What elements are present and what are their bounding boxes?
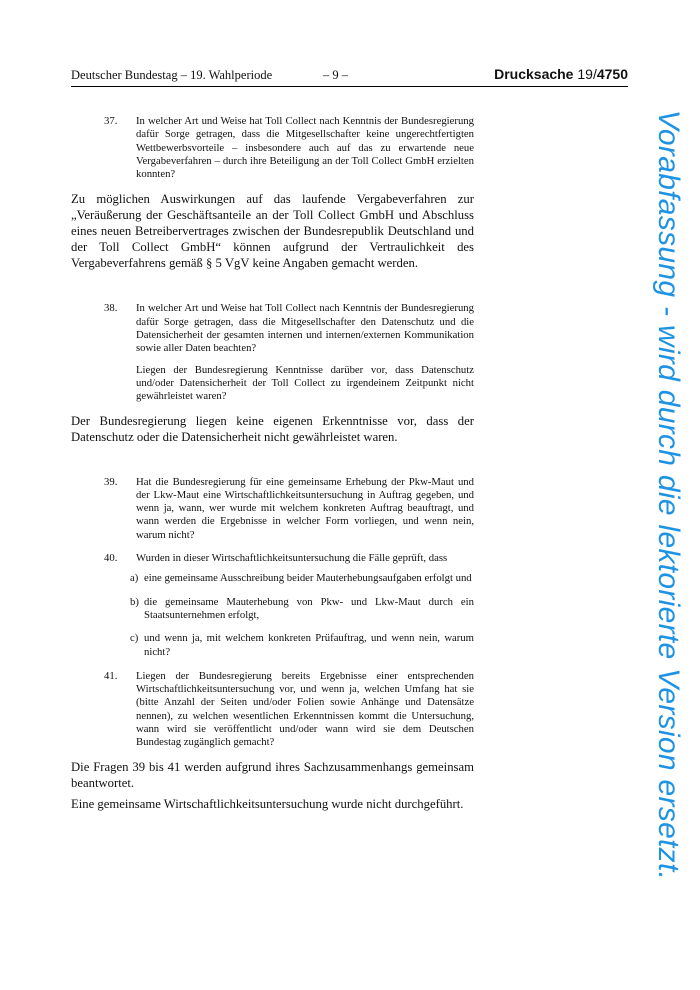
drucksache-num: 4750 bbox=[596, 66, 628, 82]
item-text: und wenn ja, mit welchem konkreten Prüfauftrag, und wenn nein, warum nicht? bbox=[144, 632, 474, 658]
page-number: – 9 – bbox=[323, 68, 348, 82]
page-body bbox=[71, 115, 474, 812]
item-text: eine gemeinsame Ausschreibung beider Mauterhebungsaufgaben erfolgt und bbox=[144, 572, 472, 585]
question-39 bbox=[71, 476, 474, 542]
item-label: c) bbox=[130, 632, 139, 645]
question-40-item-b bbox=[130, 596, 474, 623]
question-text: Hat die Bundesregierung für eine gemeinsame Erhebung der Pkw-Maut und der Lkw-Maut eine Wirtschaftlichkeitsuntersuchung in Auftrag gegeben, und wenn ja, wann, wer wurde mit welchem konkreten Auftrag beauftragt, und wann werden die Ergebnisse in welcher Form vorliegen, und wenn nein, warum nicht? bbox=[136, 475, 474, 541]
question-37 bbox=[71, 115, 474, 181]
question-number: 41. bbox=[104, 669, 118, 682]
question-40-item-a bbox=[130, 572, 474, 585]
document-number bbox=[494, 66, 628, 82]
answer-39-41-intro: Die Fragen 39 bis 41 werden aufgrund ihres Sachzusammenhangs gemeinsam beantwortet. bbox=[71, 759, 474, 790]
answer-38: Der Bundesregierung liegen keine eigenen Erkenntnisse vor, dass der Datenschutz oder die Datensicherheit nicht gewährleistet waren. bbox=[71, 413, 474, 444]
page-header bbox=[71, 66, 628, 87]
question-text: Liegen der Bundesregierung bereits Ergebnisse einer entsprechenden Wirtschaftlichkeitsuntersuchung vor, und wenn ja, welchen Umfang hat sie (bitte Anzahl der Seiten und/oder Folien sowie Anhänge und Datensätze nennen), zu welchen wesentlichen Erkenntnissen kommt die Untersuchung, wann wird sie veröffentlicht und/oder wann wird sie dem Deutschen Bundestag zugänglich gemacht? bbox=[136, 669, 474, 749]
question-38 bbox=[71, 302, 474, 355]
question-text: Wurden in dieser Wirtschaftlichkeitsuntersuchung die Fälle geprüft, dass bbox=[136, 552, 448, 565]
question-text: In welcher Art und Weise hat Toll Collect nach Kenntnis der Bundesregierung dafür Sorge getragen, dass die Mitgesellschafter keine ungerechtfertigten Wettbewerbsvorteile – insbesondere auch auf das zu erwartende neue Vergabeverfahren – durch ihre Beteiligung an der Toll Collect GmbH erzielten konnten? bbox=[136, 115, 474, 181]
answer-37: Zu möglichen Auswirkungen auf das laufende Vergabeverfahren zur „Veräußerung der Geschäftsanteile an der Toll Collect GmbH und Abschluss eines neuen Betreibervertrages zwischen der Bundesrepublik Deutschland und der Toll Collect GmbH“ können aufgrund der Vertraulichkeit des Vergabeverfahrens gemäß § 5 VgV keine Angaben gemacht werden. bbox=[71, 192, 474, 271]
question-number: 37. bbox=[104, 115, 118, 127]
question-41 bbox=[71, 670, 474, 750]
drucksache-label: Drucksache bbox=[494, 66, 574, 82]
answer-39-41: Eine gemeinsame Wirtschaftlichkeitsuntersuchung wurde nicht durchgeführt. bbox=[71, 796, 464, 811]
question-text: In welcher Art und Weise hat Toll Collect nach Kenntnis der Bundesregierung dafür Sorge getragen, dass die Mitgesellschafter den Datenschutz und die Datensicherheit der gesamten internen und internen/externen Kommunikation sowie aller Daten beachten? bbox=[136, 302, 474, 355]
question-40-item-c bbox=[130, 632, 474, 659]
item-label: a) bbox=[130, 572, 139, 585]
header-publication: Deutscher Bundestag – 19. Wahlperiode bbox=[71, 68, 273, 82]
question-38-followup: Liegen der Bundesregierung Kenntnisse darüber vor, dass Datenschutz und/oder Datensicherheit der Toll Collect zu irgendeinem Zeitpunkt nicht gewährleistet waren? bbox=[136, 363, 474, 403]
question-number: 39. bbox=[104, 475, 118, 488]
item-label: b) bbox=[130, 595, 139, 608]
question-number: 38. bbox=[104, 302, 118, 315]
drucksache-num-prefix: 19/ bbox=[577, 66, 597, 82]
question-40 bbox=[71, 552, 474, 565]
item-text: die gemeinsame Mauterhebung von Pkw- und Lkw-Maut durch ein Staatsunternehmen erfolgt, bbox=[144, 595, 474, 621]
preliminary-version-watermark: Vorabfassung - wird durch die lektorierte Version ersetzt. bbox=[652, 109, 685, 881]
question-number: 40. bbox=[104, 552, 118, 565]
